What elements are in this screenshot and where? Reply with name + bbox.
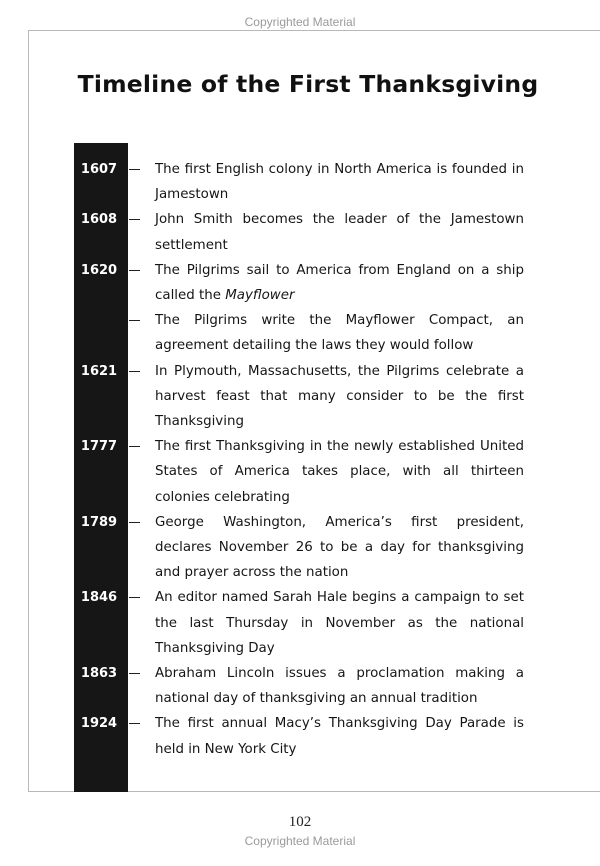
timeline-dash [129,673,140,674]
timeline-event-text: John Smith becomes the leader of the Jamestown settlement [155,212,524,253]
timeline-event-text: George Washington, America’s first president, declares November 26 to be a day for thanksgiving and prayer across the nation [155,514,524,581]
timeline-year: 1620 [80,262,118,278]
timeline-year: 1608 [80,212,118,228]
timeline-entry [0,308,600,358]
timeline-dash [129,320,140,321]
timeline-dash [129,597,140,598]
timeline-event-text: The Pilgrims sail to America from England on a ship called the Mayflower [155,262,524,304]
timeline-entry [0,434,600,510]
timeline-event-text: The first Thanksgiving in the newly established United States of America takes place, with all thirteen colonies celebrating [155,439,524,505]
timeline-year: 1621 [80,363,118,379]
copyright-watermark-bottom: Copyrighted Material [244,834,356,848]
page-title: Timeline of the First Thanksgiving [77,70,539,98]
timeline-entry [0,711,600,761]
timeline-dash [129,169,140,170]
timeline-year: 1789 [80,514,118,530]
timeline-event-text: In Plymouth, Massachusetts, the Pilgrims celebrate a harvest feast that many consider to be the first Thanksgiving [155,363,524,430]
timeline-entry [0,359,600,435]
copyright-watermark-top: Copyrighted Material [244,15,356,29]
timeline-event-text: The first annual Macy’s Thanksgiving Day Parade is held in New York City [155,716,524,757]
timeline-entry [0,510,600,586]
timeline-entry [0,585,600,661]
timeline-dash [129,371,140,372]
timeline-event-text: An editor named Sarah Hale begins a campaign to set the last Thursday in November as the national Thanksgiving Day [155,590,524,656]
timeline-dash [129,522,140,523]
timeline-entry [0,157,600,207]
ship-name: Mayflower [225,288,295,304]
timeline-dash [129,446,140,447]
timeline-year: 1924 [80,716,118,732]
timeline-year: 1863 [80,666,118,682]
timeline-event-text: The first English colony in North America is founded in Jamestown [155,162,524,203]
timeline-year: 1777 [80,439,118,455]
timeline-list [0,157,600,762]
timeline-event-text: The Pilgrims write the Mayflower Compact, an agreement detailing the laws they would follow [155,313,524,354]
timeline-year: 1846 [80,590,118,606]
timeline-entry [0,207,600,257]
timeline-year: 1607 [80,162,118,177]
timeline-entry [0,258,600,308]
timeline-entry [0,661,600,711]
timeline-dash [129,270,140,271]
page-number: 102 [288,814,312,830]
timeline-event-text: Abraham Lincoln issues a proclamation making a national day of thanksgiving an annual tradition [155,666,524,707]
timeline-dash [129,219,140,220]
timeline-dash [129,723,140,724]
